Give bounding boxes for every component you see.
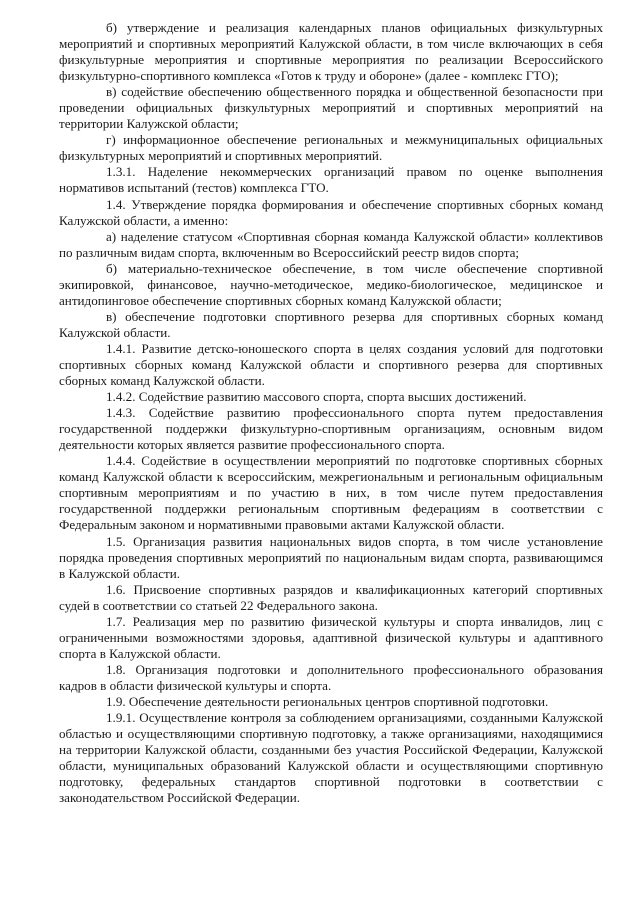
paragraph-1-4-3: 1.4.3. Содействие развитию профессионального спорта путем предоставления государственной поддержки физкультурно-спортивным организациям, основным видом деятельности которых является развитие профессионального спорта.: [59, 405, 603, 453]
paragraph-1-4-2: 1.4.2. Содействие развитию массового спорта, спорта высших достижений.: [106, 389, 527, 405]
paragraph-1-4-item-b: б) материально-техническое обеспечение, в том числе обеспечение спортивной экипировкой, финансовое, научно-методическое, медико-биологическое, медицинское и антидопинговое обеспечение спортивных сборных команд Калужской области;: [59, 260, 603, 308]
paragraph-1-6: 1.6. Присвоение спортивных разрядов и квалификационных категорий спортивных судей в соответствии со статьей 22 Федерального закона.: [59, 581, 603, 613]
paragraph-item-v-public-order: в) содействие обеспечению общественного порядка и общественной безопасности при проведении официальных физкультурных мероприятий и спортивных мероприятий на территории Калужской области;: [59, 84, 603, 132]
paragraph-1-3-1: 1.3.1. Наделение некоммерческих организаций правом по оценке выполнения нормативов испытаний (тестов) комплекса ГТО.: [59, 164, 603, 196]
paragraph-1-4-item-a: а) наделение статусом «Спортивная сборная команда Калужской области» коллективов по различным видам спорта, включенным во Всероссийский реестр видов спорта;: [59, 228, 603, 260]
paragraph-1-9-1: 1.9.1. Осуществление контроля за соблюдением организациями, созданными Калужской областью и осуществляющими спортивную подготовку, а также организациями, находящимися на территории Калужской области, созданными без участия Российской Федерации, Калужской области, муниципальных образований Калужской области и осуществляющими спортивную подготовку, федеральных стандартов спортивной подготовки в соответствии с законодательством Российской Федерации.: [59, 710, 603, 806]
paragraph-1-8: 1.8. Организация подготовки и дополнительного профессионального образования кадров в области физической культуры и спорта.: [59, 661, 603, 693]
paragraph-1-7: 1.7. Реализация мер по развитию физической культуры и спорта инвалидов, лиц с ограниченными возможностями здоровья, адаптивной физической культуры и адаптивного спорта в Калужской области.: [59, 613, 603, 661]
paragraph-item-b-approval: б) утверждение и реализация календарных планов официальных физкультурных мероприятий и спортивных мероприятий Калужской области, в том числе включающих в себя физкультурные мероприятия и спортивные мероприятия по реализации Всероссийского физкультурно-спортивного комплекса «Готов к труду и обороне» (далее - комплекс ГТО);: [59, 20, 603, 84]
paragraph-1-4-item-v: в) обеспечение подготовки спортивного резерва для спортивных сборных команд Калужской области.: [59, 308, 603, 340]
paragraph-1-4: 1.4. Утверждение порядка формирования и обеспечение спортивных сборных команд Калужской области, а именно:: [59, 196, 603, 228]
document-page: [59, 20, 603, 806]
paragraph-1-4-4: 1.4.4. Содействие в осуществлении мероприятий по подготовке спортивных сборных команд Калужской области к всероссийским, межрегиональным и региональным официальным спортивным мероприятиям и по участию в них, в том числе путем предоставления государственной поддержки региональным спортивным федерациям в соответствии с Федеральным законом и нормативными правовыми актами Калужской области.: [59, 453, 603, 533]
paragraph-item-g-information: г) информационное обеспечение региональных и межмуниципальных официальных физкультурных мероприятий и спортивных мероприятий.: [59, 132, 603, 164]
paragraph-1-5: 1.5. Организация развития национальных видов спорта, в том числе установление порядка проведения спортивных мероприятий по национальным видам спорта, развивающимся в Калужской области.: [59, 533, 603, 581]
paragraph-1-9: 1.9. Обеспечение деятельности региональных центров спортивной подготовки.: [106, 693, 549, 709]
paragraph-1-4-1: 1.4.1. Развитие детско-юношеского спорта в целях создания условий для подготовки спортивных сборных команд Калужской области и спортивного резерва для спортивных сборных команд Калужской области.: [59, 340, 603, 389]
